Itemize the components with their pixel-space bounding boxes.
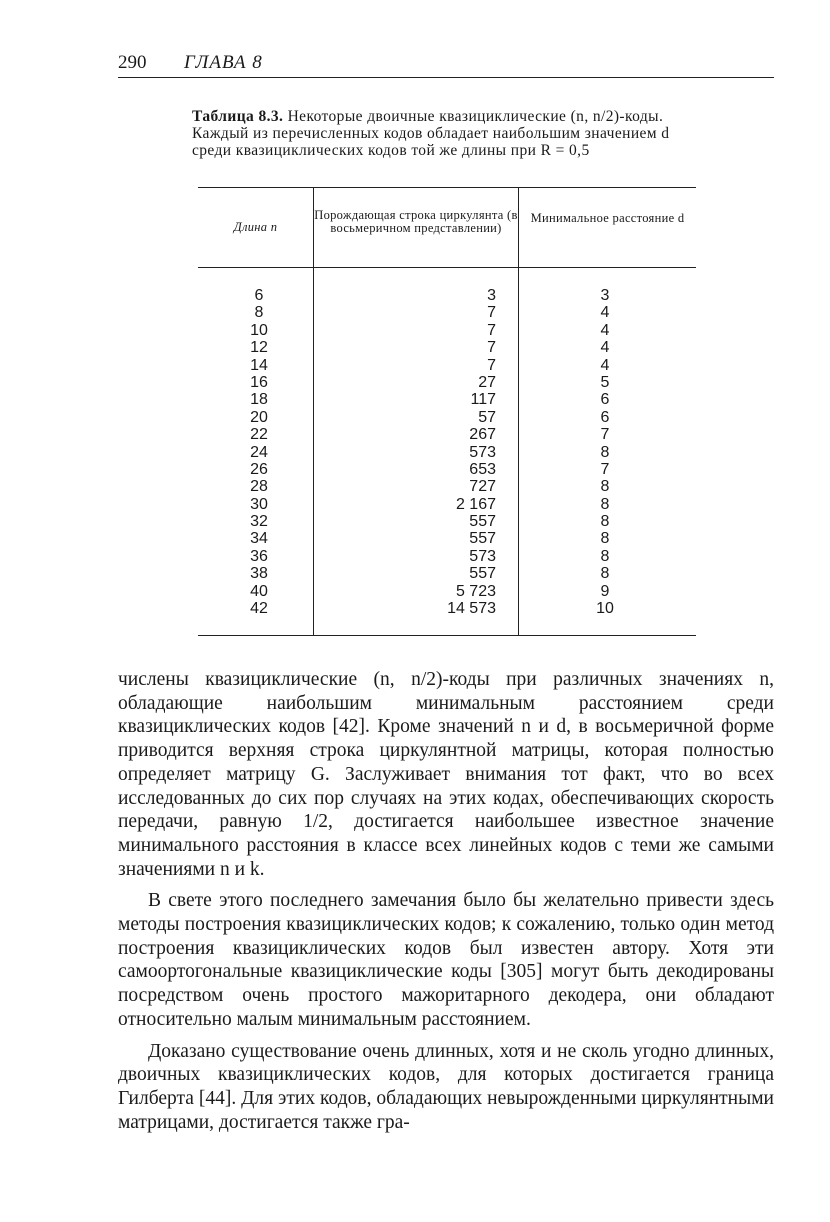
cell-distance: 8 — [600, 443, 610, 461]
column-header-length: Длина n — [233, 220, 278, 234]
cell-generator: 2 167 — [455, 495, 496, 513]
cell-length: 18 — [250, 391, 268, 409]
cell-distance: 9 — [600, 582, 610, 600]
cell-length: 22 — [250, 426, 268, 444]
cell-distance: 3 — [600, 287, 610, 304]
cell-length: 8 — [254, 304, 264, 322]
column-lengths — [200, 287, 318, 617]
cell-length: 10 — [250, 321, 268, 339]
paragraph: В свете этого последнего замечания было бы желательно привести здесь методы построения квазициклических кодов; к сожалению, только один метод построения квазициклических кодов был известен автору. Хотя эти самоортогональные квазициклические коды [305] могут быть декодированы посредством очень простого мажоритарного декодера, они обладают относительно малым минимальным расстоянием. — [118, 890, 774, 1030]
cell-generator: 3 — [487, 287, 496, 304]
cell-distance: 5 — [600, 373, 610, 391]
cell-length: 40 — [250, 582, 268, 600]
cell-generator: 573 — [469, 547, 496, 565]
column-generators — [340, 287, 496, 617]
cell-length: 38 — [250, 565, 268, 583]
column-header-distance: Минимальное расстояние d — [530, 211, 685, 225]
cell-length: 36 — [250, 547, 268, 565]
cell-distance: 8 — [600, 478, 610, 496]
cell-length: 42 — [250, 600, 268, 618]
cell-distance: 4 — [600, 356, 610, 374]
table-header-rule — [198, 267, 696, 268]
cell-generator: 14 573 — [447, 600, 496, 618]
cell-generator: 27 — [478, 373, 496, 391]
table-column-divider — [518, 188, 519, 636]
column-header-generator: Порождающая строка циркулянта (в восьмеричном представлении) — [314, 208, 518, 235]
cell-generator: 7 — [487, 321, 496, 339]
cell-distance: 4 — [600, 339, 610, 357]
cell-length: 12 — [250, 339, 268, 357]
cell-generator: 557 — [469, 530, 496, 548]
cell-length: 34 — [250, 530, 268, 548]
cell-generator: 557 — [469, 565, 496, 583]
chapter-title: ГЛАВА 8 — [184, 52, 263, 73]
cell-generator: 727 — [469, 478, 496, 496]
cell-distance: 8 — [600, 513, 610, 531]
cell-generator: 5 723 — [455, 582, 496, 600]
cell-distance: 8 — [600, 495, 610, 513]
cell-length: 14 — [250, 356, 268, 374]
cell-length: 26 — [250, 460, 268, 478]
cell-generator: 557 — [469, 513, 496, 531]
cell-generator: 7 — [487, 356, 496, 374]
cell-length: 32 — [250, 513, 268, 531]
cell-generator: 57 — [478, 408, 496, 426]
cell-distance: 8 — [600, 565, 610, 583]
cell-generator: 7 — [487, 339, 496, 357]
cell-length: 30 — [250, 495, 268, 513]
cell-generator: 653 — [469, 460, 496, 478]
paragraph: числены квазициклические (n, n/2)-коды при различных значениях n, обладающие наибольшим минимальным расстоянием среди квазициклических кодов [42]. Кроме значений n и d, в восьмеричной форме приводится верхняя строка циркулянтной матрицы, которая полностью определяет матрицу G. Заслуживает внимания тот факт, что во всех исследованных до сих пор случаях на этих кодах, обеспечивающих скорость передачи, равную 1/2, достигается наибольшее известное значение минимального расстояния в классе всех линейных кодов с теми же самыми значениями n и k. — [118, 669, 774, 880]
cell-generator: 117 — [470, 391, 496, 409]
cell-length: 16 — [250, 373, 268, 391]
table-caption — [192, 108, 692, 159]
cell-distance: 4 — [600, 321, 610, 339]
cell-distance: 4 — [600, 304, 610, 322]
paragraph: Доказано существование очень длинных, хотя и не сколь угодно длинных, двоичных квазициклических кодов, для которых достигается граница Гилберта [44]. Для этих кодов, обладающих невырожденными циркулянтными матрицами, достигается также гра- — [118, 1040, 774, 1133]
table-caption-text: Некоторые двоичные квазициклические (n, n/2)-коды. Каждый из перечисленных кодов обладает наибольшим значением d среди квазициклических кодов той же длины при R = 0,5 — [192, 108, 670, 159]
table-bottom-rule — [198, 635, 696, 636]
cell-distance: 6 — [600, 391, 610, 409]
cell-length: 6 — [254, 287, 264, 304]
running-head — [118, 52, 774, 74]
cell-length: 20 — [250, 408, 268, 426]
cell-distance: 10 — [596, 600, 614, 618]
header-rule — [118, 77, 774, 78]
cell-length: 28 — [250, 478, 268, 496]
cell-distance: 6 — [600, 408, 610, 426]
page-number: 290 — [118, 52, 147, 73]
column-distances — [560, 287, 650, 617]
cell-generator: 7 — [487, 304, 496, 322]
table-top-rule — [198, 187, 696, 188]
table-caption-label: Таблица 8.3. — [192, 108, 284, 125]
body-text — [118, 668, 774, 1142]
cell-distance: 8 — [600, 530, 610, 548]
cell-generator: 267 — [469, 426, 496, 444]
cell-distance: 7 — [600, 426, 610, 444]
cell-generator: 573 — [469, 443, 496, 461]
cell-distance: 8 — [600, 547, 610, 565]
cell-distance: 7 — [600, 460, 610, 478]
cell-length: 24 — [250, 443, 268, 461]
